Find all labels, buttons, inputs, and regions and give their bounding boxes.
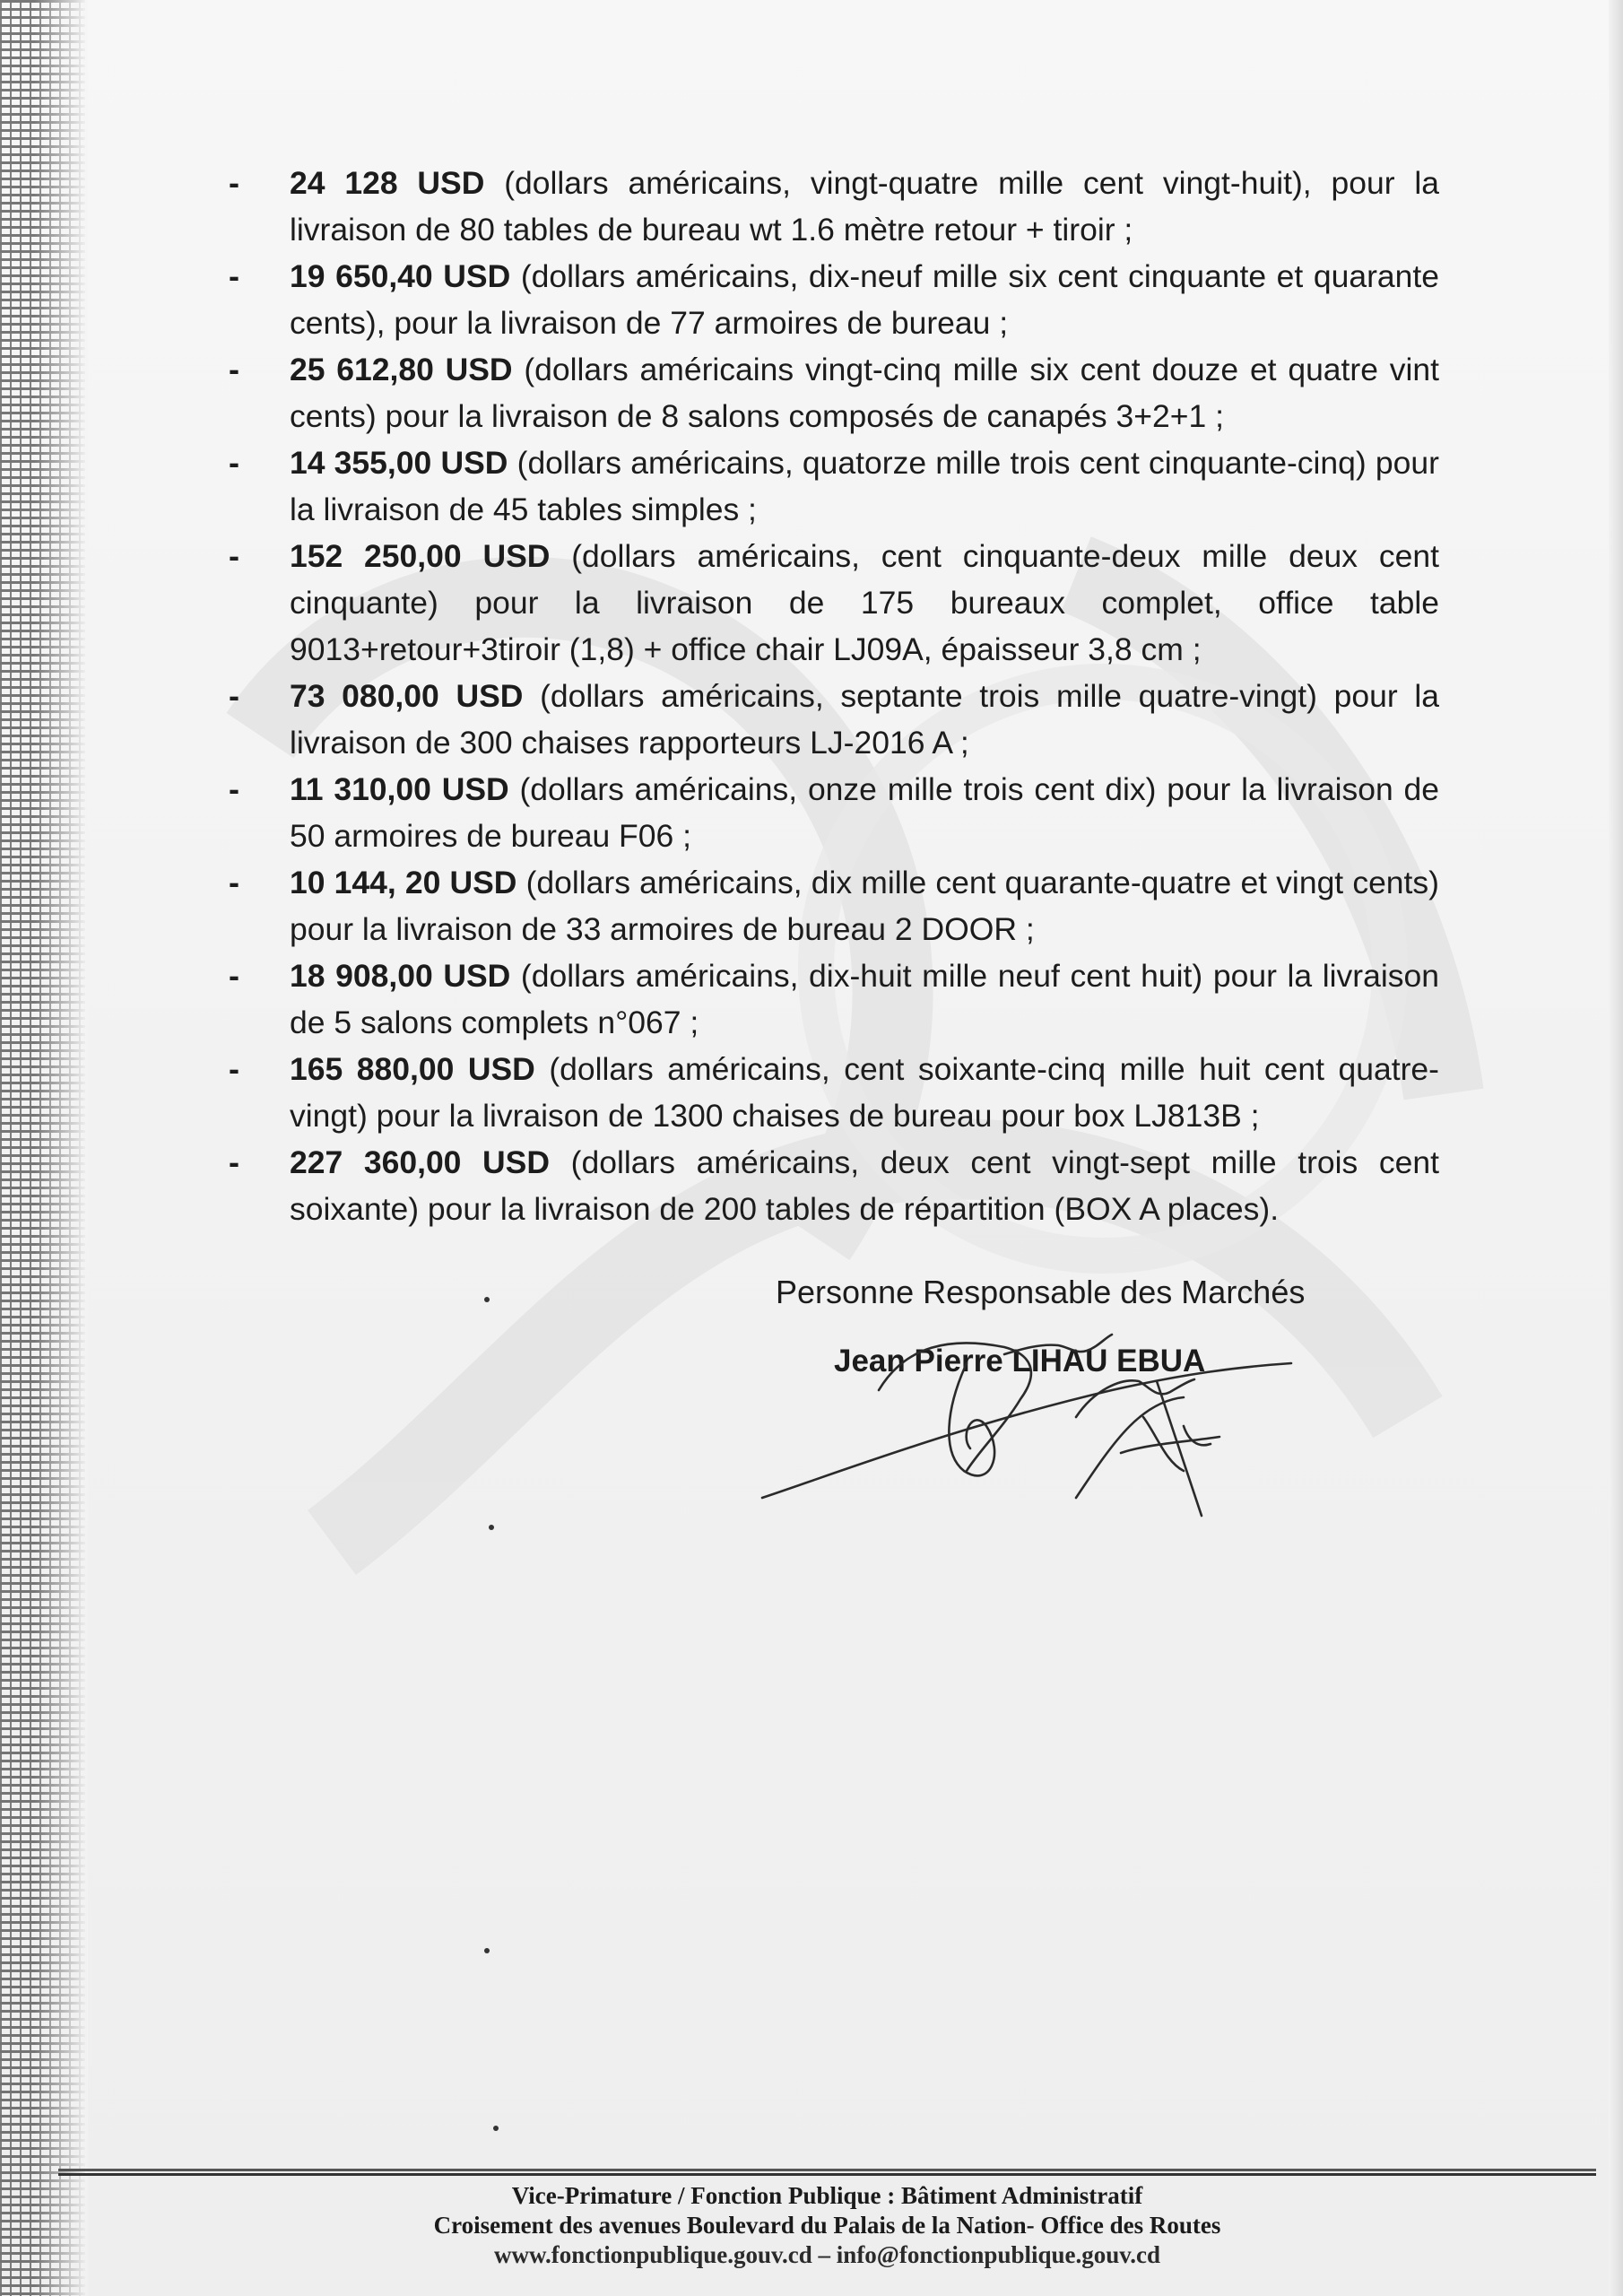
handwritten-signature <box>735 1292 1309 1552</box>
list-dash: - <box>229 444 239 481</box>
scan-speck <box>493 2126 499 2131</box>
list-item <box>229 533 1439 673</box>
amount: 14 355,00 USD <box>290 445 508 481</box>
item-description: (dollars américains, quatorze mille trois cent cinquante-cinq) pour la livraison de 45 tables simples ; <box>290 445 1439 527</box>
list-item <box>229 160 1439 253</box>
list-dash: - <box>229 770 239 807</box>
item-description: (dollars américains vingt-cinq mille six cent douze et quatre vint cents) pour la livraison de 8 salons composés de canapés 3+2+1 ; <box>290 352 1440 434</box>
footer <box>58 2181 1596 2270</box>
amount: 24 128 USD <box>290 165 485 201</box>
item-description: (dollars américains, dix-neuf mille six cent cinquante et quarante cents), pour la livraison de 77 armoires de bureau ; <box>290 258 1440 341</box>
list-dash: - <box>229 164 239 201</box>
amount: 25 612,80 USD <box>290 352 513 387</box>
list-item <box>229 766 1439 859</box>
amount: 73 080,00 USD <box>290 678 524 714</box>
list-item <box>229 346 1439 439</box>
list-item <box>229 439 1439 533</box>
signatory-name: Jean Pierre LIHAU EBUA <box>834 1344 1206 1378</box>
footer-line-1: Vice-Primature / Fonction Publique : Bâtiment Administratif <box>511 2182 1143 2209</box>
amount: 11 310,00 USD <box>290 771 509 807</box>
list-dash: - <box>229 1050 239 1087</box>
amount: 152 250,00 USD <box>290 538 551 574</box>
list-item <box>229 859 1439 952</box>
list-item <box>229 253 1439 346</box>
amount: 227 360,00 USD <box>290 1144 551 1180</box>
list-dash: - <box>229 351 239 387</box>
item-description: (dollars américains, dix-huit mille neuf cent huit) pour la livraison de 5 salons complets n°067 ; <box>290 958 1439 1040</box>
footer-divider <box>58 2169 1596 2176</box>
scan-speck <box>484 1297 490 1302</box>
footer-line-2: Croisement des avenues Boulevard du Palais de la Nation- Office des Routes <box>433 2212 1221 2239</box>
item-description: (dollars américains, dix mille cent quarante-quatre et vingt cents) pour la livraison de 33 armoires de bureau 2 DOOR ; <box>290 865 1439 947</box>
item-description: (dollars américains, cent cinquante-deux mille deux cent cinquante) pour la livraison de 175 bureaux complet, office table 9013+retour+3tiroir (1,8) + office chair LJ09A, épaisseur 3,8 cm ; <box>290 538 1439 667</box>
scan-edge-shadow <box>1609 0 1623 2296</box>
list-dash: - <box>229 957 239 994</box>
list-item <box>229 952 1439 1046</box>
list-dash: - <box>229 677 239 714</box>
scan-speck <box>489 1525 494 1530</box>
list-item <box>229 1139 1439 1232</box>
list-dash: - <box>229 864 239 900</box>
list-dash: - <box>229 537 239 574</box>
amount: 165 880,00 USD <box>290 1051 535 1087</box>
list-dash: - <box>229 1144 239 1180</box>
signatory-role: Personne Responsable des Marchés <box>776 1274 1306 1310</box>
list-dash: - <box>229 257 239 294</box>
item-description: (dollars américains, cent soixante-cinq mille huit cent quatre-vingt) pour la livraison de 1300 chaises de bureau pour box LJ813B ; <box>290 1051 1439 1134</box>
amount: 18 908,00 USD <box>290 958 511 994</box>
list-item <box>229 673 1439 766</box>
scan-edge-noise <box>0 0 85 2296</box>
amount: 19 650,40 USD <box>290 258 511 294</box>
item-description: (dollars américains, septante trois mille quatre-vingt) pour la livraison de 300 chaises rapporteurs LJ-2016 A ; <box>290 678 1440 761</box>
footer-line-3: www.fonctionpublique.gouv.cd – info@fonctionpublique.gouv.cd <box>493 2241 1161 2268</box>
amount: 10 144, 20 USD <box>290 865 517 900</box>
item-description: (dollars américains, deux cent vingt-sept mille trois cent soixante) pour la livraison de 200 tables de répartition (BOX A places). <box>290 1144 1440 1227</box>
item-description: (dollars américains, vingt-quatre mille cent vingt-huit), pour la livraison de 80 tables de bureau wt 1.6 mètre retour + tiroir ; <box>290 165 1439 248</box>
payment-list <box>229 160 1439 1232</box>
item-description: (dollars américains, onze mille trois cent dix) pour la livraison de 50 armoires de bureau F06 ; <box>290 771 1439 854</box>
list-item <box>229 1046 1439 1139</box>
scan-speck <box>484 1948 490 1953</box>
